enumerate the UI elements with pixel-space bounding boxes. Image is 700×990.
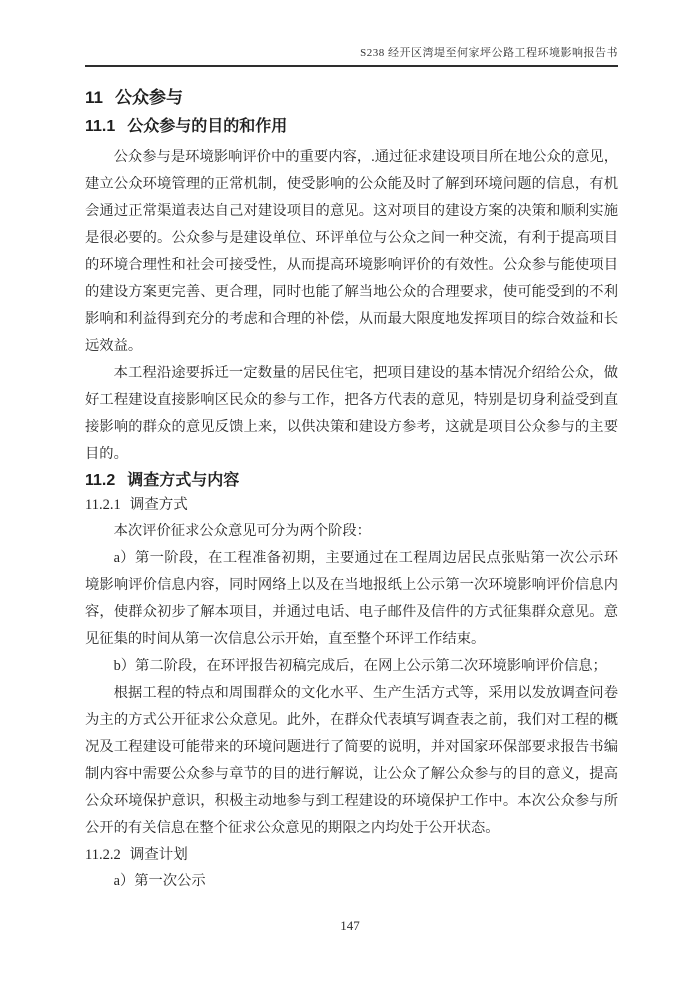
page-content [85, 44, 618, 895]
paragraph: 本工程沿途要拆迁一定数量的居民住宅，把项目建设的基本情况介绍给公众，做好工程建设直接影响区民众的参与工作，把各方代表的意见，特别是切身利益受到直接影响的群众的意见反馈上来，以供决策和建设方参考，这就是项目公众参与的主要目的。 [85, 365, 618, 462]
section-title: 调查方式与内容 [127, 472, 240, 489]
document-body [85, 87, 618, 895]
chapter-heading [85, 87, 618, 109]
subsection-number: 11.2.2 [85, 847, 121, 863]
paragraph: 公众参与是环境影响评价中的重要内容，.通过征求建设项目所在地公众的意见，建立公众环境管理的正常机制，使受影响的公众能及时了解到环境问题的信息，有机会通过正常渠道表达自己对建设项目的意见。这对项目的建设方案的决策和顺利实施是很必要的。公众参与是建设单位、环评单位与公众之间一种交流，有利于提高项目的环境合理性和社会可接受性，从而提高环境影响评价的有效性。公众参与能使项目的建设方案更完善、更合理，同时也能了解当地公众的合理要求，使可能受到的不利影响和利益得到充分的考虑和合理的补偿，从而最大限度地发挥项目的综合效益和长远效益。 [85, 149, 618, 354]
subsection-heading-11-2-2 [85, 844, 618, 866]
chapter-number: 11 [85, 88, 103, 107]
page-footer [0, 918, 700, 934]
subsection-title: 调查计划 [129, 847, 188, 863]
subsection-number: 11.2.1 [85, 497, 121, 513]
section-number: 11.2 [85, 472, 116, 489]
section-heading-11-2 [85, 470, 618, 492]
section-title: 公众参与的目的和作用 [127, 118, 288, 135]
paragraph-list-item-a: a）第一阶段，在工程准备初期，主要通过在工程周边居民点张贴第一次公示环境影响评价信息内容，同时网络上以及在当地报纸上公示第一次环境影响评价信息内容，使群众初步了解本项目，并通过电话、电子邮件及信件的方式征集群众意见。意见征集的时间从第一次信息公示开始，直至整个环评工作结束。 [85, 550, 618, 647]
chapter-title: 公众参与 [114, 88, 183, 107]
paragraph: 根据工程的特点和周围群众的文化水平、生产生活方式等，采用以发放调查问卷为主的方式公开征求公众意见。此外，在群众代表填写调查表之前，我们对工程的概况及工程建设可能带来的环境问题进行了简要的说明，并对国家环保部要求报告书编制内容中需要公众参与章节的目的进行解说，让公众了解公众参与的目的意义，提高公众环境保护意识，积极主动地参与到工程建设的环境保护工作中。本次公众参与所公开的有关信息在整个征求公众意见的期限之内均处于公开状态。 [85, 685, 618, 836]
paragraph-list-item-b: b）第二阶段，在环评报告初稿完成后，在网上公示第二次环境影响评价信息； [113, 658, 607, 674]
paragraph-list-item-a: a）第一次公示 [113, 873, 206, 889]
running-title: S238 经开区湾堤至何家坪公路工程环境影响报告书 [360, 47, 618, 59]
running-header [85, 44, 618, 67]
section-number: 11.1 [85, 118, 116, 135]
paragraph: 本次评价征求公众意见可分为两个阶段： [113, 523, 371, 539]
subsection-heading-11-2-1 [85, 494, 618, 516]
section-heading-11-1 [85, 116, 618, 138]
subsection-title: 调查方式 [129, 497, 188, 513]
page-number: 147 [340, 918, 360, 933]
